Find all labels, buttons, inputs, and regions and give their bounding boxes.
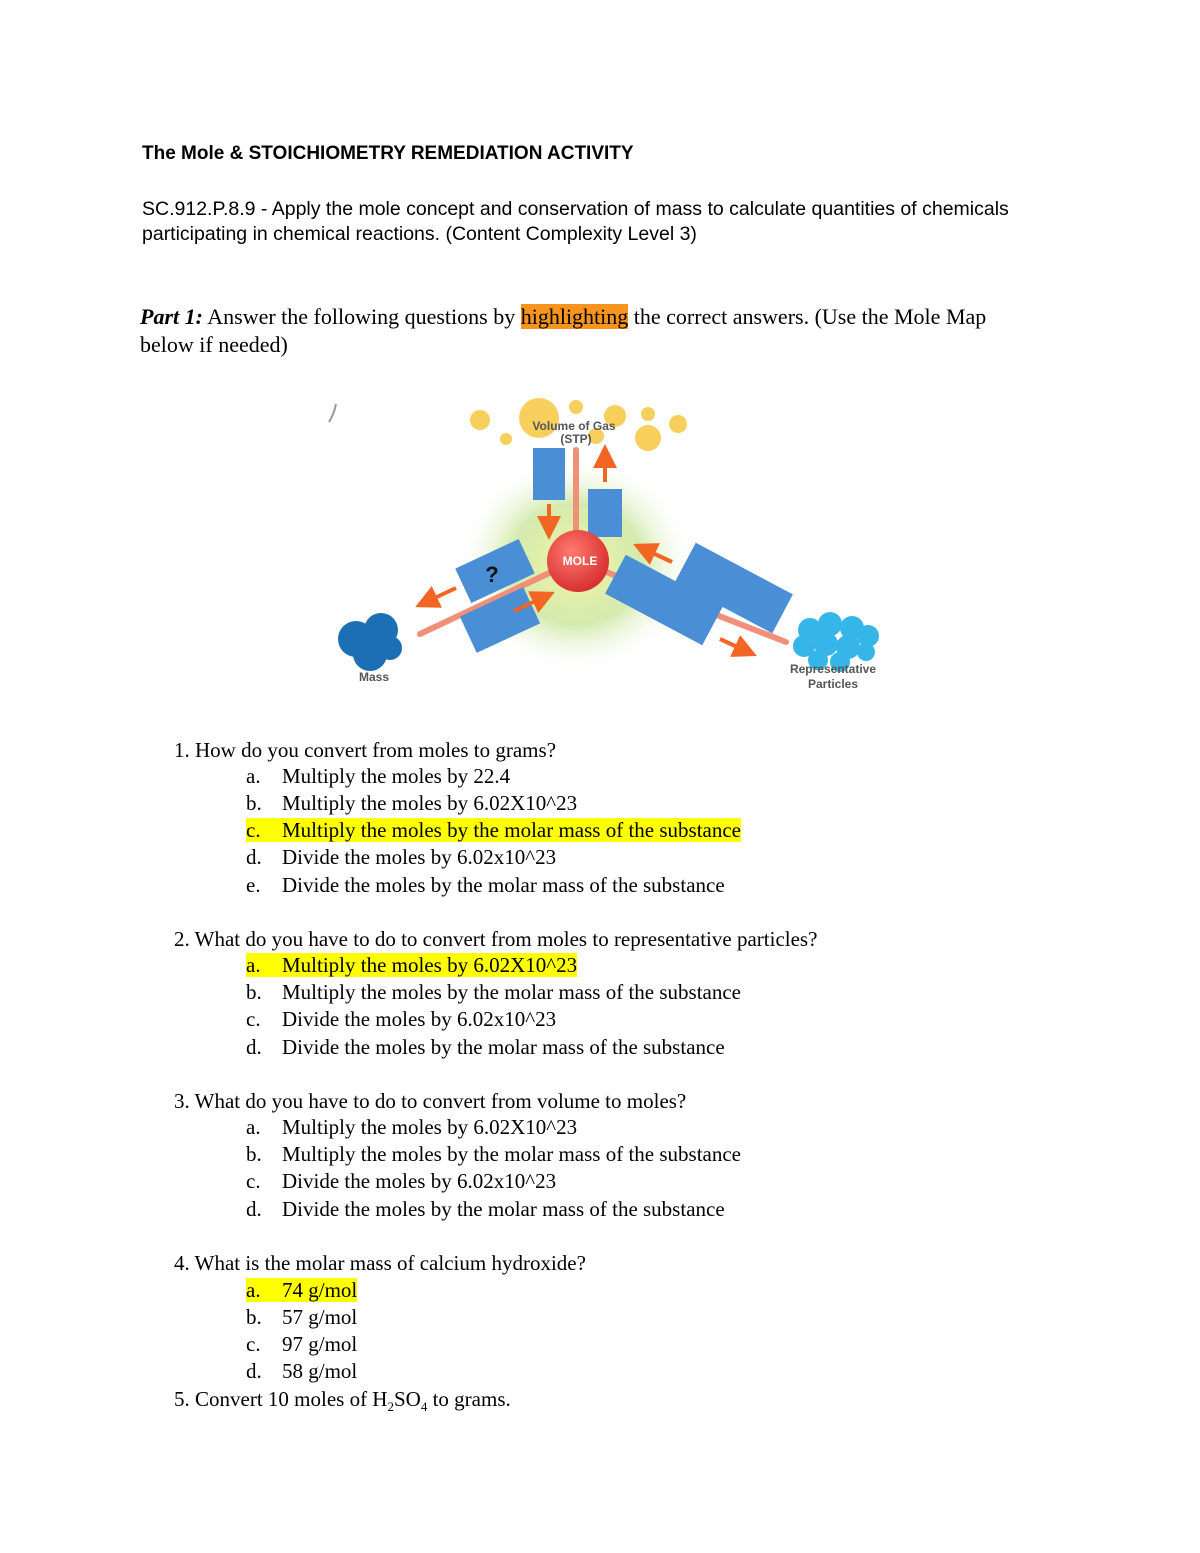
q4-option-d: d. 58 g/mol [246, 1359, 358, 1383]
q2-option-b: b. Multiply the moles by the molar mass of the substance [246, 980, 742, 1004]
q4-option-a-highlight: a. 74 g/mol [246, 1278, 358, 1302]
mole-map-diagram [326, 392, 896, 700]
question-5-prompt: 5. Convert 10 moles of $H_2SO_4$ to grams. [174, 1387, 511, 1415]
q4-option-b: b. 57 g/mol [246, 1305, 358, 1329]
q2-option-a-highlight: a. Multiply the moles by 6.02X10^23 [246, 953, 578, 977]
q1-option-a: a. Multiply the moles by 22.4 [246, 764, 511, 788]
mole-label: MOLE [562, 554, 598, 568]
question-3-prompt: 3. What do you have to do to convert from volume to moles? [174, 1089, 687, 1113]
standard-description: SC.912.P.8.9 - Apply the mole concept and conservation of mass to calculate quantities of chemicals participating in chemical reactions. (Content Complexity Level 3) [142, 198, 1009, 245]
corner-mark [329, 404, 336, 422]
mass-cluster [338, 613, 402, 671]
q1-option-e: e. Divide the moles by the molar mass of the substance [246, 873, 725, 897]
q2-option-d: d. Divide the moles by the molar mass of the substance [246, 1035, 725, 1059]
q3-option-b: b. Multiply the moles by the molar mass of the substance [246, 1142, 742, 1166]
document-title: The Mole & STOICHIOMETRY REMEDIATION ACTIVITY [142, 143, 634, 164]
q3-option-c: c. Divide the moles by 6.02x10^23 [246, 1169, 557, 1193]
mass-label: Mass [358, 670, 390, 684]
q1-option-d: d. Divide the moles by 6.02x10^23 [246, 845, 557, 869]
q3-option-d: d. Divide the moles by the molar mass of the substance [246, 1197, 725, 1221]
part1-text-after: the correct answers. (Use the Mole Map below if needed) [140, 304, 987, 357]
part1-text-before: Answer the following questions by [202, 304, 521, 329]
q4-option-c: c. 97 g/mol [246, 1332, 358, 1356]
volume-label: Volume of Gas [532, 419, 616, 433]
question-1-prompt: 1. How do you convert from moles to grams? [174, 738, 557, 762]
particles-label-2: Particles [807, 677, 859, 691]
part1-instructions [140, 303, 1040, 359]
q4-option-a [246, 1277, 357, 1304]
question-4-prompt: 4. What is the molar mass of calcium hydroxide? [174, 1251, 586, 1275]
highlight-word: highlighting [520, 304, 629, 329]
stp-label-text: (STP) [560, 432, 592, 446]
q2-option-a [246, 952, 577, 979]
question-2-prompt: 2. What do you have to do to convert from moles to representative particles? [174, 927, 818, 951]
q1-option-c-highlight: c. Multiply the moles by the molar mass of the substance [246, 818, 742, 842]
q3-option-a: a. Multiply the moles by 6.02X10^23 [246, 1115, 578, 1139]
unknown-mark: ? [485, 562, 499, 587]
part1-label: Part 1: [140, 304, 203, 329]
q2-option-c: c. Divide the moles by 6.02x10^23 [246, 1007, 557, 1031]
q1-option-c [246, 817, 741, 844]
q1-option-b: b. Multiply the moles by 6.02X10^23 [246, 791, 578, 815]
particles-label-1: Representative [789, 662, 877, 676]
